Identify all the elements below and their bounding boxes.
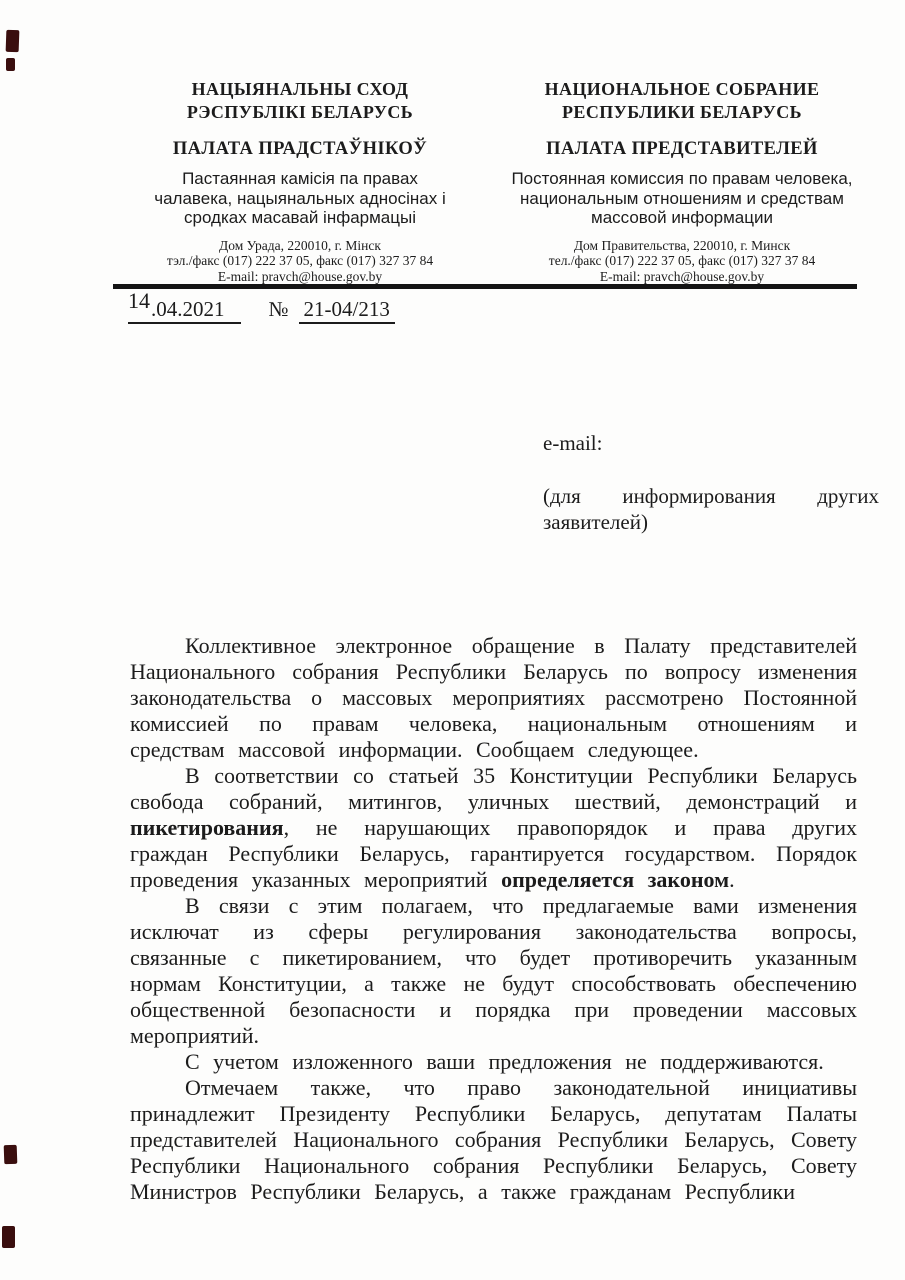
org-name-ru-line2: РЕСПУБЛИКИ БЕЛАРУСЬ bbox=[562, 102, 802, 122]
address-ru: Дом Правительства, 220010, г. Минск bbox=[573, 237, 791, 253]
body-run: , не нарушающих правопорядок и права других граждан Республики Беларусь, гарантируется государством. Порядок проведения указанных мероприятий bbox=[130, 815, 857, 892]
body-paragraph bbox=[130, 1075, 857, 1205]
date-field bbox=[128, 288, 241, 324]
org-name-by bbox=[122, 78, 478, 124]
chamber-name-by: ПАЛАТА ПРАДСТАЎНІКОЎ bbox=[172, 139, 428, 159]
letterhead-divider-rule bbox=[113, 284, 857, 289]
letterhead-belarusian-column bbox=[122, 78, 478, 285]
org-name-by-line1: НАЦЫЯНАЛЬНЫ СХОД bbox=[191, 79, 409, 99]
letterhead-russian-column bbox=[486, 78, 878, 285]
body-paragraph bbox=[130, 893, 857, 1049]
scan-artifact-mark bbox=[2, 1226, 15, 1248]
date-rest: .04.2021 bbox=[151, 297, 225, 321]
body-run: . bbox=[729, 867, 735, 892]
email-label: e-mail: bbox=[543, 431, 603, 455]
scan-artifact-mark bbox=[6, 58, 15, 71]
commission-ru-line1: Постоянная комиссия по правам человека, bbox=[511, 169, 853, 188]
email-by: E-mail: pravch@house.gov.by bbox=[217, 269, 383, 285]
address-by: Дом Урада, 220010, г. Мінск bbox=[219, 237, 381, 253]
body-run: С учетом изложенного ваши предложения не поддерживаются. bbox=[185, 1049, 824, 1074]
commission-ru-line2: национальным отношениям и средствам bbox=[520, 188, 844, 208]
body-run: В связи с этим полагаем, что предлагаемые вами изменения исключат из сферы регулирования законодательства вопросы, связанные с пикетированием, что будет противоречить указанным нормам Конституции, а также не будут способствовать обеспечению общественной безопасности и порядка при проведении массовых мероприятий. bbox=[130, 893, 857, 1048]
email-ru: E-mail: pravch@house.gov.by bbox=[599, 269, 765, 285]
outgoing-number: 21-04/213 bbox=[299, 297, 395, 324]
scan-artifact-mark bbox=[6, 30, 20, 52]
reference-line bbox=[128, 288, 395, 324]
phone-ru: тел./факс (017) 222 37 05, факс (017) 327 37 84 bbox=[548, 253, 816, 269]
scan-artifact-mark bbox=[4, 1145, 18, 1164]
body-run-bold: пикетирования bbox=[130, 815, 284, 840]
phone-by: тэл./факс (017) 222 37 05, факс (017) 327 37 84 bbox=[166, 253, 434, 269]
body-run: В соответствии со статьей 35 Конституции Республики Беларусь свобода собраний, митингов, уличных шествий, демонстраций и bbox=[130, 763, 857, 814]
commission-name-ru bbox=[486, 169, 878, 228]
body-run-bold: определяется законом bbox=[501, 867, 730, 892]
addressee-block bbox=[543, 430, 879, 535]
body-text bbox=[130, 633, 857, 1205]
contact-block-by bbox=[122, 238, 478, 285]
date-day: 14 bbox=[128, 288, 150, 313]
commission-by-line3: сродках масавай інфармацыі bbox=[184, 208, 416, 227]
chamber-name-ru: ПАЛАТА ПРЕДСТАВИТЕЛЕЙ bbox=[546, 139, 818, 159]
body-run: Отмечаем также, что право законодательной инициативы принадлежит Президенту Республики Беларусь, депутатам Палаты представителей Национального собрания Республики Беларусь, Совету Республики Национального собрания Республики Беларусь, Совету Министров Республики Беларусь, а также гражданам Республики bbox=[130, 1075, 857, 1204]
addressee-note: (для информирования других заявителей) bbox=[543, 484, 879, 534]
org-name-ru bbox=[486, 78, 878, 124]
body-paragraph bbox=[130, 1049, 857, 1075]
org-name-by-line2: РЭСПУБЛІКІ БЕЛАРУСЬ bbox=[186, 102, 414, 122]
body-paragraph bbox=[130, 763, 857, 893]
commission-name-by bbox=[122, 169, 478, 228]
commission-by-line1: Пастаянная камісія па правах bbox=[182, 169, 418, 188]
commission-ru-line3: массовой информации bbox=[591, 208, 773, 227]
contact-block-ru bbox=[486, 238, 878, 285]
body-run: Коллективное электронное обращение в Палату представителей Национального собрания Республики Беларусь по вопросу изменения законодательства о массовых мероприятиях рассмотрено Постоянной комиссией по правам человека, национальным отношениям и средствам массовой информации. Сообщаем следующее. bbox=[130, 633, 857, 762]
body-paragraph bbox=[130, 633, 857, 763]
org-name-ru-line1: НАЦИОНАЛЬНОЕ СОБРАНИЕ bbox=[544, 79, 820, 99]
number-sign: № bbox=[268, 297, 289, 321]
commission-by-line2: чалавека, нацыянальных адносінах і bbox=[154, 188, 446, 208]
